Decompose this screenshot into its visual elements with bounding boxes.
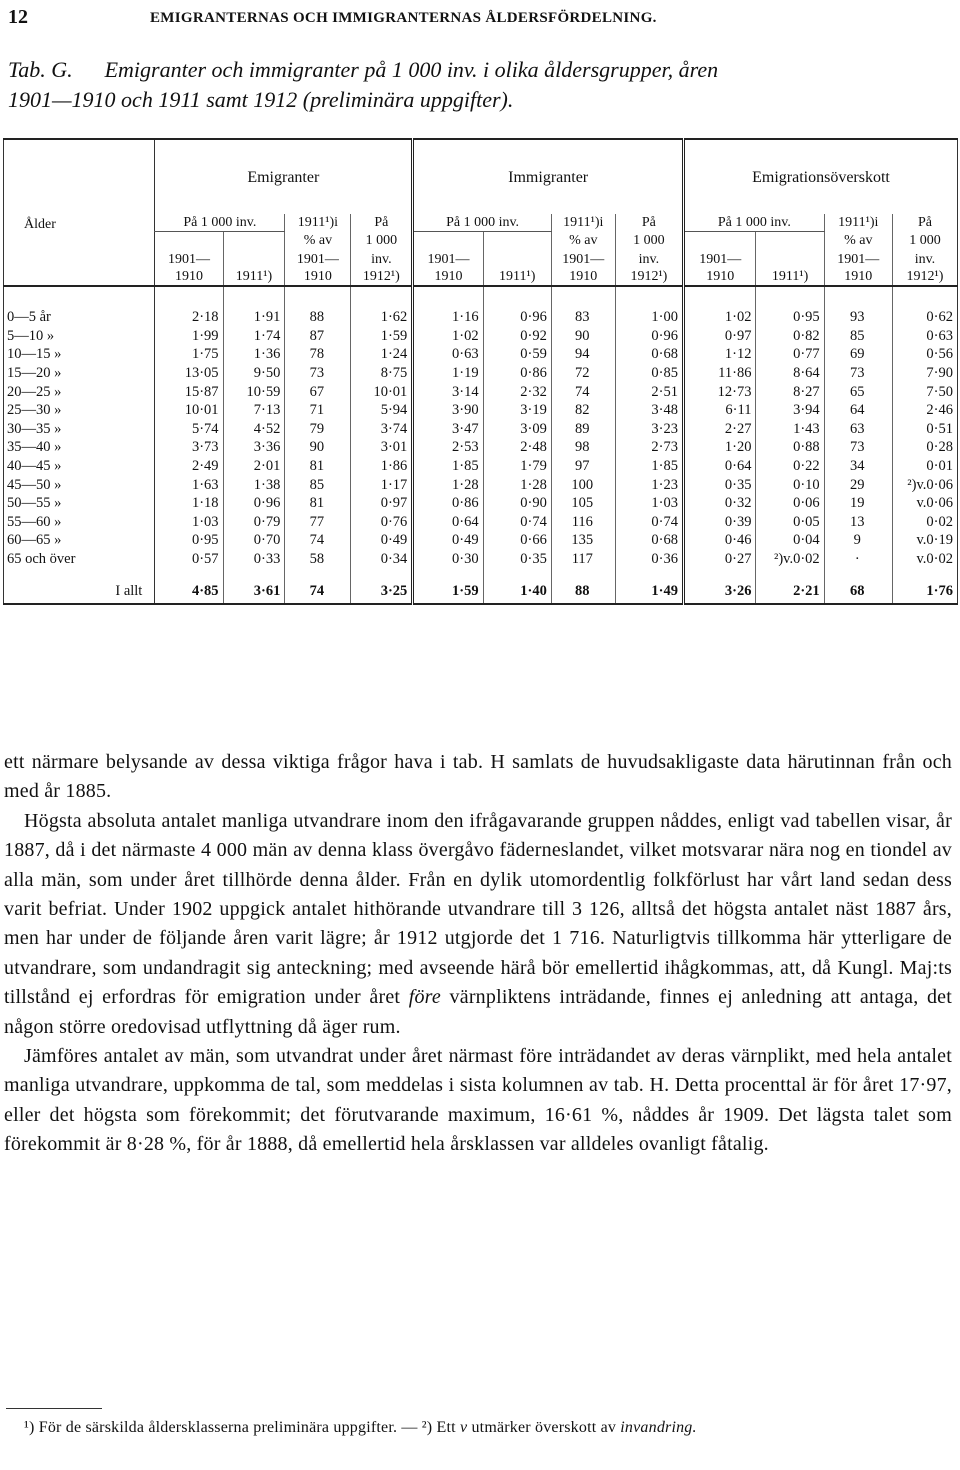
immig-per-1000-header: På 1 000 inv.: [413, 214, 552, 232]
value-cell: 85: [285, 476, 351, 495]
value-cell: 1·23: [615, 476, 683, 495]
value-cell: 1·36: [223, 346, 285, 365]
surplus-pa-header-2: 1 000: [892, 232, 957, 249]
value-cell: 0·49: [351, 532, 413, 551]
immig-pct-header-2: % av: [551, 232, 615, 249]
total-label: I allt: [4, 581, 155, 604]
value-cell: 5·94: [351, 401, 413, 420]
value-cell: 0·74: [483, 513, 551, 532]
value-cell: 1·12: [684, 346, 756, 365]
value-cell: 71: [285, 401, 351, 420]
value-cell: 82: [551, 401, 615, 420]
table-row: [4, 439, 958, 458]
emphasis: före: [408, 986, 441, 1009]
value-cell: 1·03: [155, 513, 223, 532]
value-cell: 1·03: [615, 494, 683, 513]
emigrationsoverskott-header: Emigrationsöverskott: [684, 139, 958, 214]
value-cell: 1·28: [413, 476, 483, 495]
surplus-per-1000-header: På 1 000 inv.: [684, 214, 825, 232]
value-cell: 2·46: [892, 401, 957, 420]
value-cell: 0·02: [892, 513, 957, 532]
value-cell: 0·70: [223, 532, 285, 551]
surplus-pct-header-1: 1911¹)i: [824, 214, 892, 232]
value-cell: 0·86: [413, 494, 483, 513]
surplus-pct-from: 1901—: [837, 251, 880, 267]
immig-pa-header-3: [615, 249, 683, 286]
value-cell: 1·16: [413, 309, 483, 328]
immig-pa-header-1: På: [615, 214, 683, 232]
value-cell: 85: [824, 327, 892, 346]
value-cell: 29: [824, 476, 892, 495]
value-cell: 7·90: [892, 364, 957, 383]
value-cell: 0·56: [892, 346, 957, 365]
value-cell: 1·18: [155, 494, 223, 513]
table-label: Tab. G.: [8, 57, 73, 82]
value-cell: 2·01: [223, 457, 285, 476]
value-cell: 10·59: [223, 383, 285, 402]
emig-pa-header-1: På: [351, 214, 413, 232]
value-cell: 1·62: [351, 309, 413, 328]
value-cell: 1·85: [615, 457, 683, 476]
value-cell: 1·02: [684, 309, 756, 328]
emig-1911-header: 1911¹): [223, 232, 285, 286]
footnotes: [4, 1417, 952, 1439]
paragraph: [4, 807, 952, 1042]
total-cell: 88: [551, 581, 615, 604]
value-cell: 3·14: [413, 383, 483, 402]
emig-1901-1910-header: 1901—1910: [155, 232, 223, 286]
value-cell: 0·96: [615, 327, 683, 346]
value-cell: 9: [824, 532, 892, 551]
value-cell: 73: [824, 364, 892, 383]
footnote-divider: [6, 1408, 102, 1409]
value-cell: 0·64: [684, 457, 756, 476]
value-cell: 3·23: [615, 420, 683, 439]
value-cell: 0·68: [615, 532, 683, 551]
value-cell: 1·28: [483, 476, 551, 495]
paragraph: Jämföres antalet av män, som utvandrat under året närmast före inträdandet av deras värnplikt, med hela antalet manliga utvandrare, uppkomma de tal, som meddelas i sista kolumnen av tab. H. Detta procenttal är för året 17·97, eller det högsta som förekommit; det förutvarande maximum, 16·61 %, nåddes år 1909. Det lägsta talet som förekommit är 8·28 %, för år 1888, då emellertid hela årsklassen var alldeles ovanligt fåtalig.: [4, 1045, 952, 1156]
immig-pct-to: 1910: [569, 268, 598, 284]
value-cell: 1·38: [223, 476, 285, 495]
value-cell: 8·64: [756, 364, 824, 383]
value-cell: 15·87: [155, 383, 223, 402]
age-cell: 55—60 »: [4, 513, 155, 532]
value-cell: 8·75: [351, 364, 413, 383]
value-cell: 0·49: [413, 532, 483, 551]
value-cell: 0·57: [155, 550, 223, 569]
value-cell: 0·64: [413, 513, 483, 532]
table-row: [4, 476, 958, 495]
value-cell: 0·01: [892, 457, 957, 476]
value-cell: 98: [551, 439, 615, 458]
emig-pa-year: 1912¹): [362, 268, 400, 284]
immig-pa-year: 1912¹): [630, 268, 668, 284]
value-cell: 0·30: [413, 550, 483, 569]
footnote-symbol: v: [459, 1419, 468, 1436]
age-cell: 25—30 »: [4, 401, 155, 420]
age-cell: 50—55 »: [4, 494, 155, 513]
value-cell: 1·91: [223, 309, 285, 328]
value-cell: 65: [824, 383, 892, 402]
value-cell: 3·19: [483, 401, 551, 420]
value-cell: 3·47: [413, 420, 483, 439]
value-cell: 3·90: [413, 401, 483, 420]
total-cell: 68: [824, 581, 892, 604]
emigranter-header: Emigranter: [155, 139, 413, 214]
age-cell: 45—50 »: [4, 476, 155, 495]
surplus-pa-header-1: På: [892, 214, 957, 232]
value-cell: 0·68: [615, 346, 683, 365]
value-cell: 19: [824, 494, 892, 513]
age-column-header: Ålder: [4, 214, 155, 286]
immigranter-header: Immigranter: [413, 139, 684, 214]
emig-pct-from: 1901—: [296, 251, 339, 267]
table-title-continued: 1901—1910 och 1911 samt 1912 (preliminära uppgifter).: [8, 87, 514, 112]
emig-pct-header-2: % av: [285, 232, 351, 249]
surplus-pa-year: 1912¹): [906, 268, 944, 284]
table-row: [4, 383, 958, 402]
age-cell: 0—5 år: [4, 309, 155, 328]
value-cell: v.0·02: [892, 550, 957, 569]
value-cell: 0·95: [155, 532, 223, 551]
age-distribution-table: [3, 138, 958, 605]
value-cell: 83: [551, 309, 615, 328]
value-cell: 93: [824, 309, 892, 328]
immig-pct-header-3: [551, 249, 615, 286]
value-cell: 1·99: [155, 327, 223, 346]
age-cell: 40—45 »: [4, 457, 155, 476]
footnote-text: utmärker överskott av: [467, 1419, 621, 1436]
page-header: [8, 4, 952, 34]
value-cell: 0·66: [483, 532, 551, 551]
value-cell: 1·86: [351, 457, 413, 476]
value-cell: 1·43: [756, 420, 824, 439]
value-cell: 3·73: [155, 439, 223, 458]
table-row: [4, 346, 958, 365]
value-cell: 2·32: [483, 383, 551, 402]
value-cell: 1·79: [483, 457, 551, 476]
emig-per-1000-header: På 1 000 inv.: [155, 214, 285, 232]
emig-pa-header-2: 1 000: [351, 232, 413, 249]
page-number: 12: [8, 6, 28, 28]
value-cell: 1·02: [413, 327, 483, 346]
emig-pct-header-3: [285, 249, 351, 286]
value-cell: 7·13: [223, 401, 285, 420]
running-head: EMIGRANTERNAS OCH IMMIGRANTERNAS ÅLDERSFÖRDELNING.: [150, 10, 657, 26]
value-cell: 0·79: [223, 513, 285, 532]
value-cell: 1·63: [155, 476, 223, 495]
value-cell: 13·05: [155, 364, 223, 383]
value-cell: 1·24: [351, 346, 413, 365]
value-cell: 0·96: [223, 494, 285, 513]
value-cell: 0·35: [684, 476, 756, 495]
surplus-1901-1910-header: 1901—1910: [684, 232, 756, 286]
value-cell: 6·11: [684, 401, 756, 420]
value-cell: 64: [824, 401, 892, 420]
table-title: Emigranter och immigranter på 1 000 inv. i olika åldersgrupper, åren: [104, 57, 719, 82]
table-spacer-row: [4, 286, 958, 309]
value-cell: 0·10: [756, 476, 824, 495]
value-cell: 81: [285, 457, 351, 476]
footnote-emphasis: invandring.: [620, 1419, 697, 1436]
footnote: [4, 1417, 952, 1439]
value-cell: 3·94: [756, 401, 824, 420]
value-cell: 74: [285, 532, 351, 551]
value-cell: 0·35: [483, 550, 551, 569]
total-cell: 1·40: [483, 581, 551, 604]
value-cell: 2·53: [413, 439, 483, 458]
value-cell: 0·74: [615, 513, 683, 532]
value-cell: 10·01: [351, 383, 413, 402]
surplus-pa-inv: inv.: [914, 251, 936, 267]
value-cell: 116: [551, 513, 615, 532]
surplus-pa-header-3: [892, 249, 957, 286]
value-cell: 0·82: [756, 327, 824, 346]
value-cell: 1·20: [684, 439, 756, 458]
value-cell: 2·18: [155, 309, 223, 328]
value-cell: 9·50: [223, 364, 285, 383]
value-cell: 0·34: [351, 550, 413, 569]
immig-pa-inv: inv.: [638, 251, 660, 267]
value-cell: 4·52: [223, 420, 285, 439]
value-cell: 0·62: [892, 309, 957, 328]
value-cell: 7·50: [892, 383, 957, 402]
value-cell: 0·04: [756, 532, 824, 551]
footnote-text: ¹) För de särskilda åldersklasserna preliminära uppgifter. — ²) Ett: [24, 1419, 460, 1436]
value-cell: 89: [551, 420, 615, 439]
value-cell: 0·39: [684, 513, 756, 532]
value-cell: 105: [551, 494, 615, 513]
value-cell: 3·01: [351, 439, 413, 458]
table-body: [4, 309, 958, 569]
immig-pct-from: 1901—: [562, 251, 605, 267]
immig-1901-1910-header: 1901—1910: [413, 232, 483, 286]
table-row: [4, 327, 958, 346]
value-cell: 79: [285, 420, 351, 439]
value-cell: 88: [285, 309, 351, 328]
value-cell: 100: [551, 476, 615, 495]
value-cell: 87: [285, 327, 351, 346]
value-cell: 67: [285, 383, 351, 402]
table-row: [4, 309, 958, 328]
table-total-row: [4, 581, 958, 604]
surplus-1911-header: 1911¹): [756, 232, 824, 286]
value-cell: 73: [824, 439, 892, 458]
value-cell: 11·86: [684, 364, 756, 383]
age-cell: 35—40 »: [4, 439, 155, 458]
age-cell: 15—20 »: [4, 364, 155, 383]
value-cell: 0·63: [892, 327, 957, 346]
value-cell: 1·75: [155, 346, 223, 365]
emig-pct-to: 1910: [303, 268, 332, 284]
table-row: [4, 457, 958, 476]
table-row: [4, 513, 958, 532]
value-cell: 3·09: [483, 420, 551, 439]
value-cell: 2·73: [615, 439, 683, 458]
emig-pct-header-1: 1911¹)i: [285, 214, 351, 232]
value-cell: 2·48: [483, 439, 551, 458]
total-cell: 1·49: [615, 581, 683, 604]
value-cell: 69: [824, 346, 892, 365]
surplus-pct-header-2: % av: [824, 232, 892, 249]
paragraph-text: Högsta absoluta antalet manliga utvandrare inom den ifrågavarande gruppen nåddes, enligt vad tabellen visar, år 1887, då i det närmaste 4 000 män av denna klass övergåvo fäderneslandet, vilket motsvarar nära nog en tiondel av alla män, som under året tillhörde denna ålder. Från en dylik utomordentlig folkförlust har vårt land sedan dess varit befriat. Under 1902 uppgick antalet hithörande utvandrare till 3 126, alltså det högsta antalet näst 1887 års, men har under de följande åren varit lägre; år 1912 utgjorde det 1 716. Naturligtvis tillkomma här ytterligare de utvandrare, som undandragit sig anteckning; med avseende härå bör emellertid ihågkommas, att, då Kungl. Maj:ts tillstånd ej erfordras för emigration under året: [4, 809, 952, 1009]
value-cell: 74: [551, 383, 615, 402]
value-cell: 0·97: [351, 494, 413, 513]
total-cell: 4·85: [155, 581, 223, 604]
value-cell: 0·32: [684, 494, 756, 513]
immig-pa-header-2: 1 000: [615, 232, 683, 249]
value-cell: 1·00: [615, 309, 683, 328]
table-spacer-row: [4, 569, 958, 581]
value-cell: 1·19: [413, 364, 483, 383]
value-cell: 1·85: [413, 457, 483, 476]
value-cell: 5·74: [155, 420, 223, 439]
emig-pa-header-3: [351, 249, 413, 286]
age-cell: 10—15 »: [4, 346, 155, 365]
value-cell: 90: [285, 439, 351, 458]
immig-1911-header: 1911¹): [483, 232, 551, 286]
table-row: [4, 420, 958, 439]
value-cell: 12·73: [684, 383, 756, 402]
value-cell: 1·17: [351, 476, 413, 495]
value-cell: 81: [285, 494, 351, 513]
value-cell: 0·95: [756, 309, 824, 328]
age-cell: 60—65 »: [4, 532, 155, 551]
value-cell: ·: [824, 550, 892, 569]
value-cell: 0·59: [483, 346, 551, 365]
value-cell: 0·96: [483, 309, 551, 328]
value-cell: 0·85: [615, 364, 683, 383]
value-cell: 1·74: [223, 327, 285, 346]
total-cell: 3·25: [351, 581, 413, 604]
value-cell: 0·88: [756, 439, 824, 458]
value-cell: 0·27: [684, 550, 756, 569]
body-text: [4, 748, 952, 1160]
age-cell: 65 och över: [4, 550, 155, 569]
value-cell: ²)v.0·06: [892, 476, 957, 495]
value-cell: 0·05: [756, 513, 824, 532]
value-cell: 0·90: [483, 494, 551, 513]
value-cell: 0·33: [223, 550, 285, 569]
value-cell: 0·97: [684, 327, 756, 346]
table-row: [4, 494, 958, 513]
total-cell: 1·59: [413, 581, 483, 604]
value-cell: 0·92: [483, 327, 551, 346]
value-cell: 3·48: [615, 401, 683, 420]
table-caption: [8, 55, 952, 115]
value-cell: 0·22: [756, 457, 824, 476]
value-cell: 34: [824, 457, 892, 476]
total-cell: 3·61: [223, 581, 285, 604]
table-row: [4, 550, 958, 569]
value-cell: 2·27: [684, 420, 756, 439]
value-cell: 0·36: [615, 550, 683, 569]
value-cell: 135: [551, 532, 615, 551]
value-cell: 117: [551, 550, 615, 569]
value-cell: 73: [285, 364, 351, 383]
value-cell: 2·51: [615, 383, 683, 402]
value-cell: 3·36: [223, 439, 285, 458]
value-cell: 10·01: [155, 401, 223, 420]
table-row: [4, 401, 958, 420]
value-cell: 0·77: [756, 346, 824, 365]
value-cell: 0·46: [684, 532, 756, 551]
total-cell: 2·21: [756, 581, 824, 604]
age-cell: 20—25 »: [4, 383, 155, 402]
surplus-pct-to: 1910: [844, 268, 873, 284]
value-cell: 0·28: [892, 439, 957, 458]
value-cell: 63: [824, 420, 892, 439]
table-row: [4, 532, 958, 551]
paragraph: ett närmare belysande av dessa viktiga frågor hava i tab. H samlats de huvudsakligaste data härutinnan från och med år 1885.: [4, 751, 952, 803]
value-cell: 72: [551, 364, 615, 383]
paragraph-text: värnpliktens inträdande, finnes ej anledning att antaga, det någon större oredovisad utflyttning då äger rum.: [4, 986, 952, 1038]
value-cell: 94: [551, 346, 615, 365]
value-cell: 13: [824, 513, 892, 532]
immig-pct-header-1: 1911¹)i: [551, 214, 615, 232]
age-cell: 5—10 »: [4, 327, 155, 346]
surplus-pct-header-3: [824, 249, 892, 286]
value-cell: 0·51: [892, 420, 957, 439]
value-cell: v.0·19: [892, 532, 957, 551]
value-cell: 90: [551, 327, 615, 346]
value-cell: 1·59: [351, 327, 413, 346]
total-cell: 74: [285, 581, 351, 604]
value-cell: 97: [551, 457, 615, 476]
value-cell: 0·76: [351, 513, 413, 532]
value-cell: 58: [285, 550, 351, 569]
value-cell: 77: [285, 513, 351, 532]
age-cell: 30—35 »: [4, 420, 155, 439]
total-cell: 1·76: [892, 581, 957, 604]
value-cell: 2·49: [155, 457, 223, 476]
table-row: [4, 364, 958, 383]
value-cell: 3·74: [351, 420, 413, 439]
value-cell: 0·63: [413, 346, 483, 365]
value-cell: 8·27: [756, 383, 824, 402]
header-spacer: [4, 139, 155, 214]
value-cell: 0·86: [483, 364, 551, 383]
value-cell: 78: [285, 346, 351, 365]
value-cell: 0·06: [756, 494, 824, 513]
total-cell: 3·26: [684, 581, 756, 604]
value-cell: v.0·06: [892, 494, 957, 513]
value-cell: ²)v.0·02: [756, 550, 824, 569]
emig-pa-inv: inv.: [371, 251, 392, 267]
